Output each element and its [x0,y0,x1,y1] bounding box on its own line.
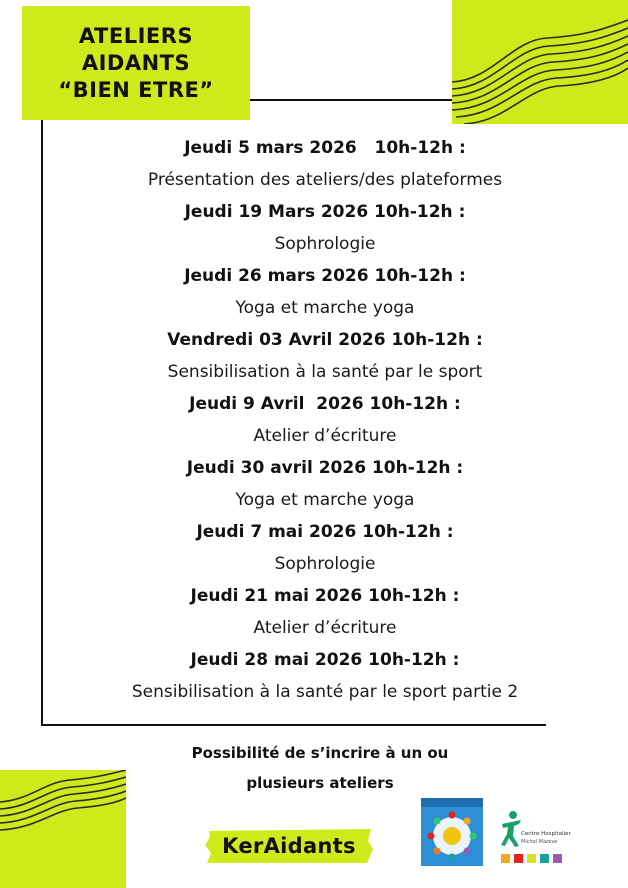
decorative-corner-top-right [452,0,628,124]
frame-bottom-line [41,724,546,726]
session-activity: Sensibilisation à la santé par le sport [167,362,483,382]
session-date: Jeudi 7 mai 2026 10h-12h : [196,522,454,542]
color-square [514,854,523,863]
session-activity: Sophrologie [274,234,376,254]
title-line: AIDANTS [81,50,191,75]
color-square [527,854,536,863]
session-activity: Sophrologie [274,554,376,574]
title-box [22,6,250,120]
color-square [540,854,549,863]
title-line: “BIEN ETRE” [58,77,214,102]
hospital-name: Centre Hospitalier [521,831,571,837]
session-activity: Atelier d’écriture [253,426,397,446]
hospital-logo [497,808,587,866]
person-figure-icon [499,810,523,848]
session-activity: Yoga et marche yoga [235,298,415,318]
keraidants-logo [203,827,375,865]
color-square [553,854,562,863]
session-date: Jeudi 28 mai 2026 10h-12h : [190,650,460,670]
session-date: Jeudi 19 Mars 2026 10h-12h : [184,202,466,222]
frame-left-line [41,120,43,726]
session-date: Vendredi 03 Avril 2026 10h-12h : [167,330,483,350]
note-line: plusieurs ateliers [246,774,394,792]
session-activity: Atelier d’écriture [253,618,397,638]
keraidants-logo-text: KerAidants [222,834,356,858]
session-activity: Yoga et marche yoga [235,490,415,510]
note-line: Possibilité de s’incrire à un ou [191,744,449,762]
session-date: Jeudi 30 avril 2026 10h-12h : [186,458,464,478]
title-line: ATELIERS [78,23,194,48]
schedule-list [60,132,590,708]
frame-top-line [250,99,452,101]
session-date: Jeudi 9 Avril 2026 10h-12h : [189,394,461,414]
hospital-subname: Michel Mazéas [521,839,558,845]
hospital-name-block [521,830,587,846]
session-date: Jeudi 26 mars 2026 10h-12h : [184,266,466,286]
color-square [501,854,510,863]
session-activity: Présentation des ateliers/des plateformes [147,170,503,190]
registration-note [100,738,540,798]
session-date: Jeudi 5 mars 2026 10h-12h : [184,138,466,158]
book-cover-logo [421,798,483,866]
session-date: Jeudi 21 mai 2026 10h-12h : [190,586,460,606]
color-squares [501,854,562,863]
session-activity: Sensibilisation à la santé par le sport partie 2 [131,682,519,702]
